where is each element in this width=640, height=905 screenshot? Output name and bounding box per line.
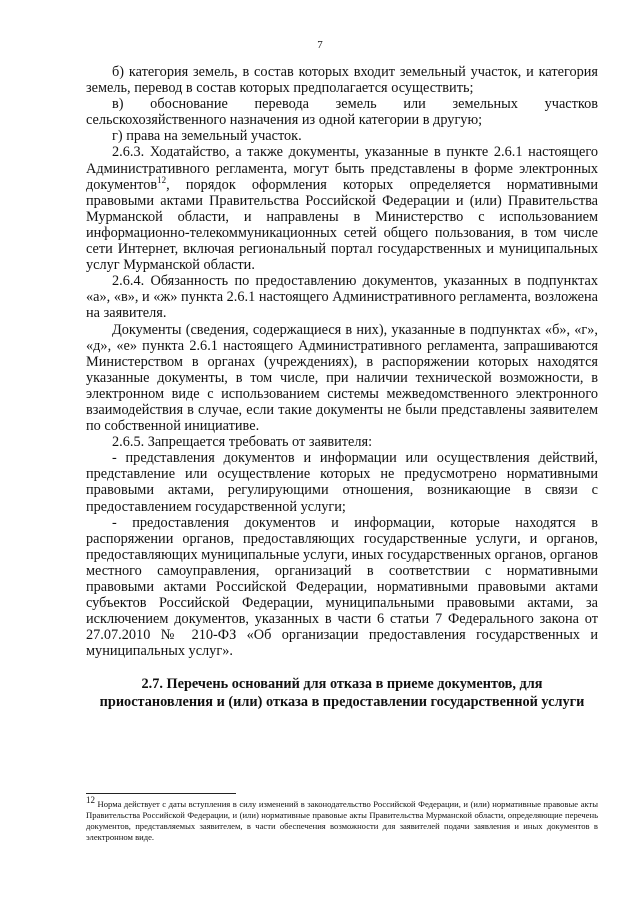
paragraph-2-6-3 xyxy=(86,144,598,273)
footnote xyxy=(86,795,598,843)
paragraph-2-6-4: 2.6.4. Обязанность по предоставлению документов, указанных в подпунктах «а», «в», и «ж» пункта 2.6.1 настоящего Административного регламента, возложена на заявителя. xyxy=(86,273,598,322)
paragraph-item-v: в) обоснование перевода земель или земельных участков сельскохозяйственного назначения из одной категории в другую; xyxy=(86,96,598,129)
footnote-reference[interactable]: 12 xyxy=(157,174,167,185)
footnote-mark: 12 xyxy=(86,795,95,806)
footnote-divider xyxy=(86,793,236,794)
document-body xyxy=(86,64,598,711)
paragraph-2-6-5: 2.6.5. Запрещается требовать от заявителя: xyxy=(112,434,373,451)
footnote-text: Норма действует с даты вступления в силу изменений в законодательство Российской Федерации, и (или) нормативные правовые акты Правительства Российской Федерации, и (или) нормативные правовые акты Правительства Мурманской области, определяющие перечень документов, представляемых заявителем, в части обеспечения возможности для заявителей подачи заявления и иных документов в электронном виде. xyxy=(86,799,598,842)
paragraph-item-g: г) права на земельный участок. xyxy=(112,128,302,145)
paragraph-2-6-3-part2: , порядок оформления которых определяется нормативными правовыми актами Правительства Российской Федерации и (или) Правительства Мурманской области, и направлены в Министерство с использованием информационно-телекоммуникационных сетей общего пользования, в том числе сети Интернет, включая региональный портал государственных и муниципальных услуг Мурманской области. xyxy=(86,176,598,274)
paragraph-2-6-3-part1: 2.6.3. Ходатайство, а также документы, указанные в пункте 2.6.1 настоящего Административного регламента, могут быть представлены в форме электронных документов xyxy=(86,144,598,193)
list-item-dash-2: - предоставления документов и информации, которые находятся в распоряжении органов, предоставляющих государственные услуги, и органов, предоставляющих муниципальные услуги, иных государственных органов, органов местного самоуправления, организаций в соответствии с нормативными правовыми актами Российской Федерации, нормативными правовыми актами субъектов Российской Федерации, муниципальными правовыми актами, за исключением документов, указанных в части 6 статьи 7 Федерального закона от 27.07.2010 № 210-ФЗ «Об организации предоставления государственных и муниципальных услуг». xyxy=(86,514,598,660)
paragraph-item-b: б) категория земель, в состав которых входит земельный участок, и категория земель, перевод в состав которых предполагается осуществить; xyxy=(86,64,598,97)
list-item-dash-1: - представления документов и информации или осуществления действий, представление или осуществление которых не предусмотрено нормативными правовыми актами, регулирующими отношения, возникающие в связи с предоставлением государственной услуги; xyxy=(86,450,598,515)
section-heading-2-7: 2.7. Перечень оснований для отказа в приеме документов, для приостановления и (или) отказа в предоставлении государственной услуги xyxy=(99,676,585,711)
paragraph-documents-requested: Документы (сведения, содержащиеся в них), указанные в подпунктах «б», «г», «д», «е» пункта 2.6.1 настоящего Административного регламента, запрашиваются Министерством в органах (учреждениях), в распоряжении которых находятся указанные документы, в том числе, при наличии технической возможности, в электронном виде с использованием системы межведомственного электронного взаимодействия в случае, если такие документы не были представлены заявителем по собственной инициативе. xyxy=(86,321,598,435)
page-number: 7 xyxy=(317,39,323,51)
